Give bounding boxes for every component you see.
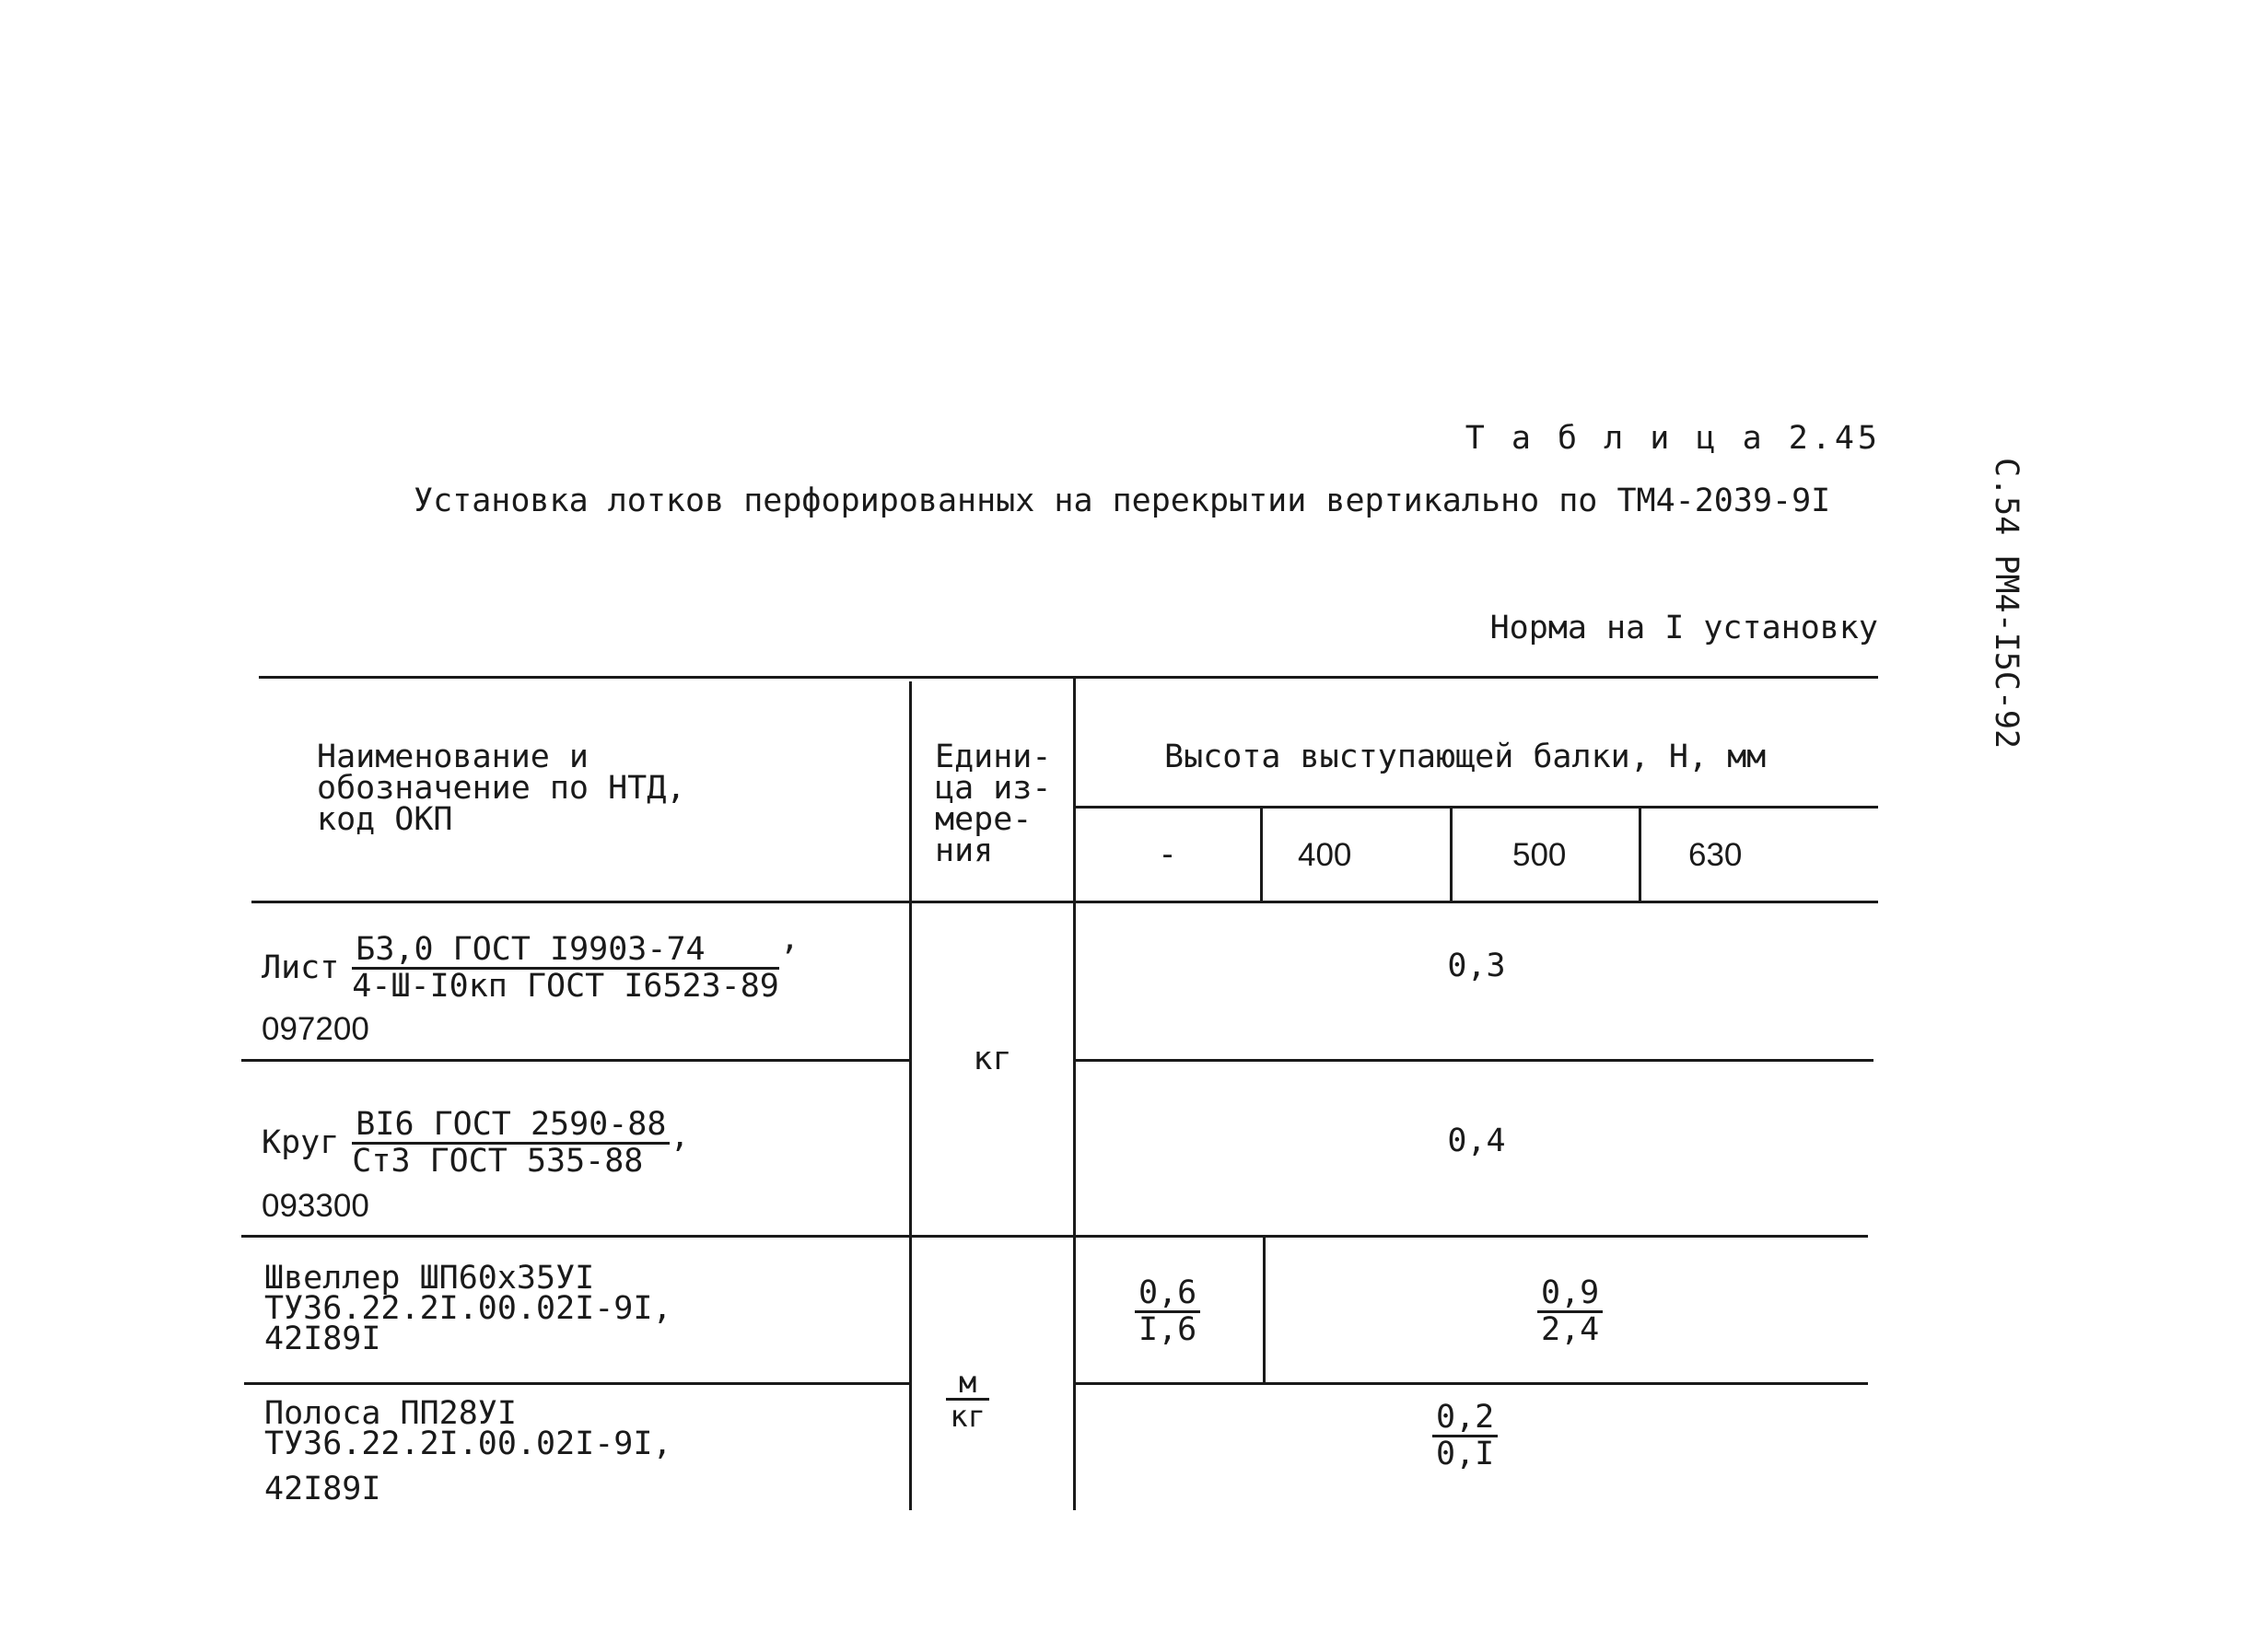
row-list-name [262, 931, 799, 1005]
row-shveller-line: Швеллер ШП60х35УI [264, 1260, 595, 1297]
norm-note: Норма на I установку [1489, 610, 1878, 646]
col-divider-row3-dash [1263, 1235, 1266, 1382]
row-polosa-line: ТУ36.22.2I.00.02I-9I, [264, 1425, 672, 1462]
col-name-header-line: код ОКП [317, 801, 453, 838]
row-krug-code: 093300 [262, 1188, 369, 1224]
row-polosa-line: Полоса ПП28УI [264, 1395, 517, 1432]
unit-m-kg-num: м [946, 1367, 989, 1401]
col-unit-header-line: ния [935, 832, 994, 869]
unit-m-kg [946, 1365, 989, 1434]
row-krug-suffix: , [670, 1118, 690, 1155]
row-list-fraction [352, 931, 779, 1005]
col-divider-dash-400 [1260, 806, 1263, 901]
row-krug-den: Ст3 ГОСТ 535-88 [352, 1143, 644, 1180]
table-top-rule [259, 676, 1878, 679]
row1-bottom-rule [241, 1059, 911, 1062]
col-divider-500-630 [1639, 806, 1641, 901]
row-shveller-value-dash-num: 0,6 [1135, 1277, 1200, 1313]
col-unit-header [935, 741, 1051, 867]
row-krug-prefix: Круг [262, 1124, 340, 1161]
row-list-prefix: Лист [262, 949, 340, 986]
side-code: С.54 РМ4-I5С-92 [1988, 458, 2025, 750]
row-list-value: 0,3 [1447, 948, 1506, 984]
col-divider-400-500 [1450, 806, 1453, 901]
row-shveller-value-dash-den: I,6 [1138, 1311, 1197, 1348]
unit-m-kg-den: кг [950, 1399, 986, 1434]
col-unit-header-line: мере- [935, 801, 1033, 838]
row-list-suffix: ’ [778, 940, 799, 977]
row-shveller-line: ТУ36.22.2I.00.02I-9I, [264, 1290, 672, 1327]
col-divider-unit-values [1073, 676, 1076, 1510]
height-col-500: 500 [1512, 837, 1567, 873]
row-polosa-line: 42I89I [264, 1471, 381, 1507]
height-header: Высота выступающей балки, Н, мм [1164, 739, 1767, 775]
row-shveller-value-rest [1537, 1274, 1603, 1348]
row3-bottom-rule [244, 1382, 911, 1385]
row-polosa-value-den: 0,I [1436, 1436, 1495, 1472]
row-krug-fraction [352, 1106, 670, 1180]
row-list-den: 4-Ш-I0кп ГОСТ I6523-89 [352, 968, 779, 1005]
row-polosa-value [1432, 1399, 1498, 1472]
row-krug-value: 0,4 [1447, 1123, 1506, 1159]
row2-bottom-rule [241, 1235, 1868, 1238]
height-col-dash: - [1157, 836, 1178, 873]
table-title: Установка лотков перфорированных на перекрытии вертикально по ТМ4-2039-9I [414, 483, 1831, 519]
col-name-header-line: обозначение по НТД, [317, 770, 686, 807]
col-divider-name-unit [909, 681, 912, 1510]
row-shveller-line: 42I89I [264, 1320, 381, 1357]
row-krug-num: ВI6 ГОСТ 2590-88 [352, 1109, 670, 1145]
row-polosa-name [264, 1395, 672, 1507]
row-list-code: 097200 [262, 1011, 369, 1047]
height-col-630: 630 [1688, 837, 1743, 873]
height-col-400: 400 [1298, 837, 1352, 873]
row-shveller-value-dash [1135, 1274, 1200, 1348]
header-bottom-rule [251, 901, 1878, 903]
row-list-num: Б3,0 ГОСТ I9903-74 [352, 934, 779, 970]
col-name-header-line: Наименование и [317, 739, 589, 775]
col-name-header [317, 739, 686, 838]
row3-bottom-rule-values [1075, 1382, 1868, 1385]
table-label: Т а б л и ц а 2.45 [1465, 420, 1881, 457]
row-shveller-name [264, 1260, 672, 1357]
row-polosa-value-num: 0,2 [1432, 1402, 1498, 1437]
height-subheader-rule [1075, 806, 1878, 809]
col-unit-header-line: ца из- [935, 770, 1052, 807]
row-shveller-value-rest-den: 2,4 [1541, 1311, 1600, 1348]
row1-bottom-rule-values [1075, 1059, 1873, 1062]
row-shveller-value-rest-num: 0,9 [1537, 1277, 1603, 1313]
unit-kg: кг [973, 1041, 1012, 1077]
col-unit-header-line: Едини- [935, 739, 1052, 775]
row-krug-name [262, 1106, 690, 1180]
